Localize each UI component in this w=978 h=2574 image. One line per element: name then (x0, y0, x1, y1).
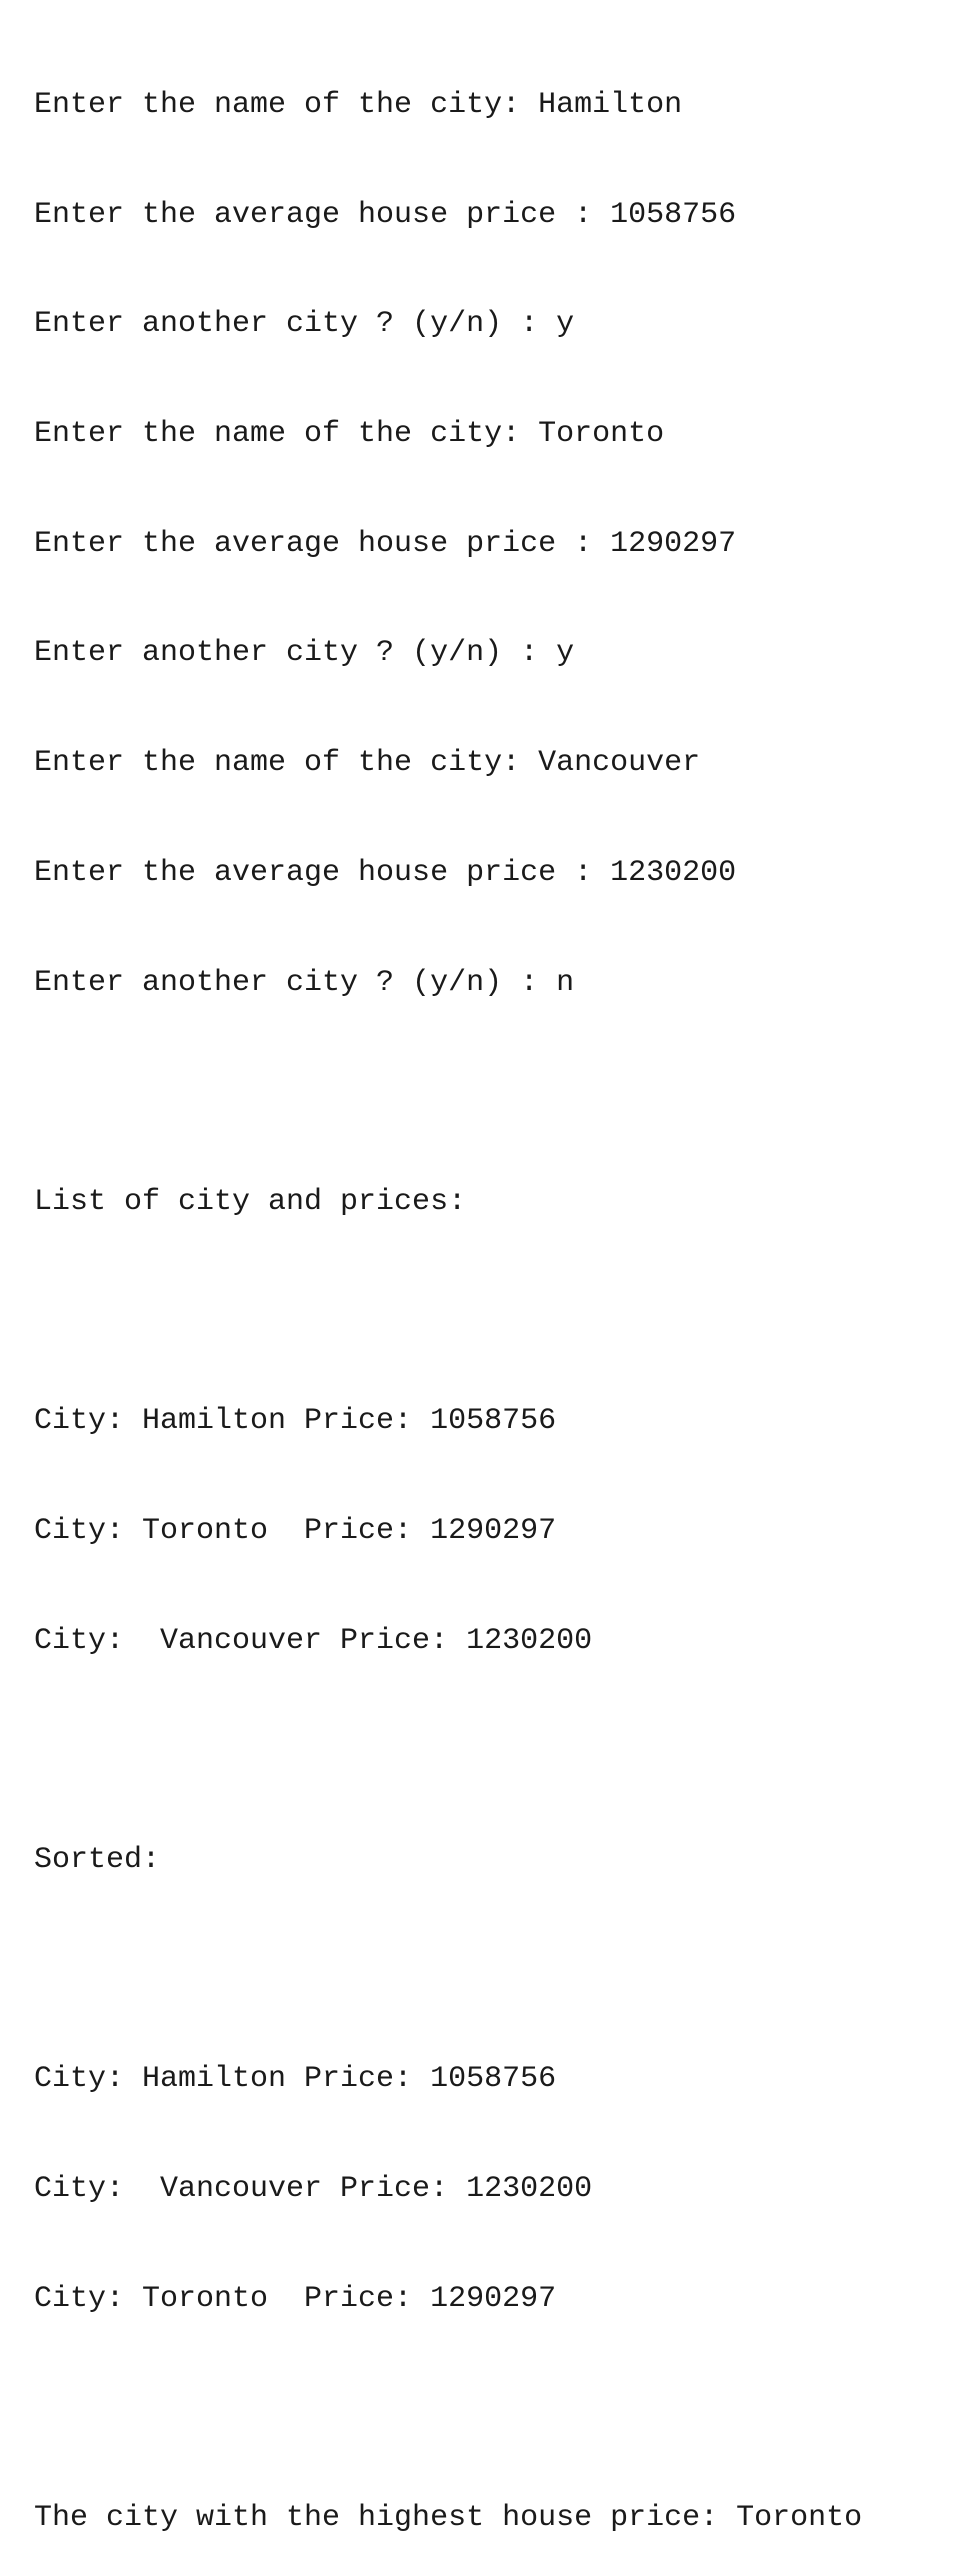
result-line: The city with the highest house price: Toronto (34, 2501, 863, 2536)
console-line: Enter another city ? (y/n) : y (34, 307, 575, 342)
sorted-line: City: Vancouver Price: 1230200 (34, 2172, 593, 2207)
console-line: Enter another city ? (y/n) : y (34, 636, 575, 671)
console-line: Enter the average house price : 1230200 (34, 855, 737, 890)
blank-line (34, 1730, 964, 1772)
console-line: Enter the name of the city: Vancouver (34, 746, 701, 781)
list-heading: List of city and prices: (34, 1184, 467, 1219)
console-line: Enter the average house price : 1290297 (34, 526, 737, 561)
blank-line (34, 1072, 964, 1114)
console-output (34, 17, 964, 2574)
blank-line (34, 2388, 964, 2430)
sorted-heading: Sorted: (34, 1843, 161, 1877)
list-line: City: Hamilton Price: 1058756 (34, 1404, 557, 1439)
console-line: Enter the average house price : 1058756 (34, 197, 737, 232)
console-line: Enter another city ? (y/n) : n (34, 965, 575, 1000)
console-line: Enter the name of the city: Toronto (34, 417, 665, 452)
blank-line (34, 1292, 964, 1334)
list-line: City: Toronto Price: 1290297 (34, 1513, 557, 1548)
console-line: Enter the name of the city: Hamilton (34, 88, 683, 122)
sorted-line: City: Toronto Price: 1290297 (34, 2281, 557, 2316)
sorted-line: City: Hamilton Price: 1058756 (34, 2062, 557, 2097)
list-line: City: Vancouver Price: 1230200 (34, 1623, 593, 1658)
blank-line (34, 1950, 964, 1992)
